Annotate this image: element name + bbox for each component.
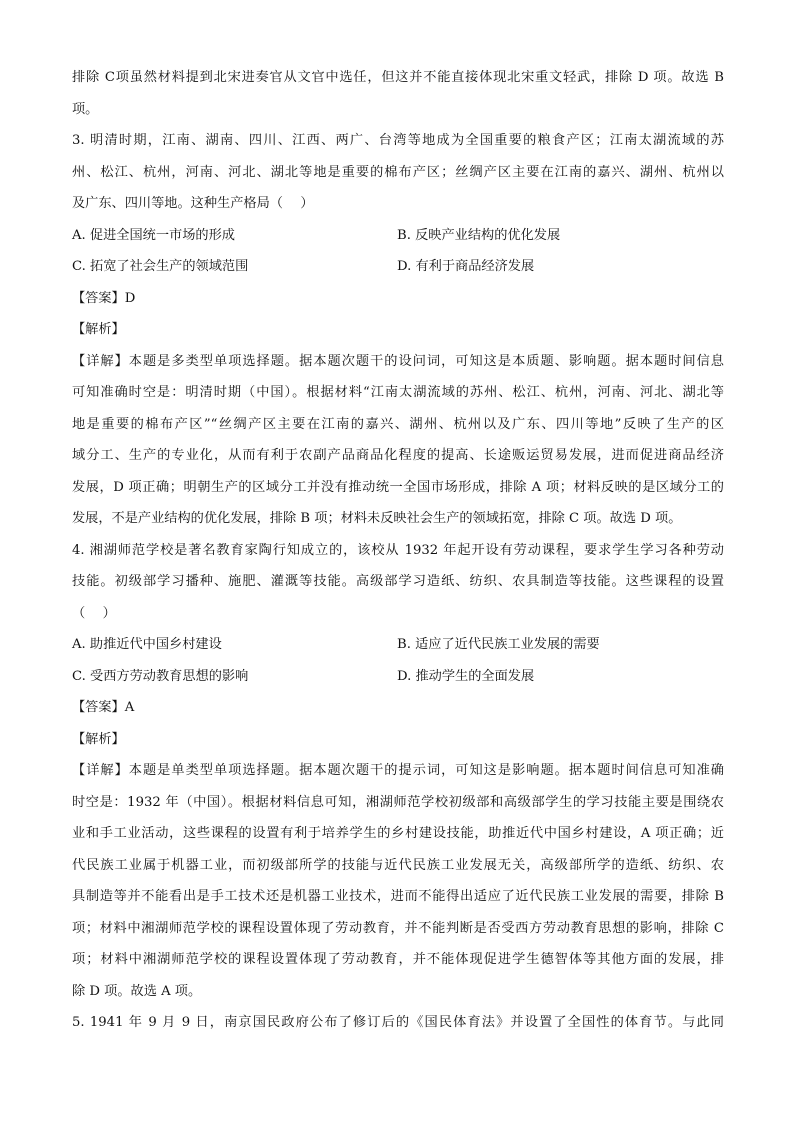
answer-line — [72, 283, 724, 315]
answer-label: 【答案】 — [72, 290, 125, 306]
options-row — [72, 220, 724, 252]
option-d: D. 推动学生的全面发展 — [397, 668, 535, 684]
detail-line: 地是重要的棉布产区”“丝绸产区主要在江南的嘉兴、湖州、杭州以及广东、四川等地”反映了生产的区 — [72, 416, 724, 432]
detail-line: 【详解】本题是多类型单项选择题。据本题次题干的设问词，可知这是本质题、影响题。据本题时间信息 — [72, 353, 724, 369]
detail-line: 时空是：1932 年（中国）。根据材料信息可知，湘湖师范学校初级部和高级部学生的学习技能主要是围绕农 — [72, 794, 724, 810]
question-stem-line: 4. 湘湖师范学校是著名教育家陶行知成立的，该校从 1932 年起开设有劳动课程，要求学生学习各种劳动 — [72, 542, 724, 558]
option-a: A. 助推近代中国乡村建设 — [72, 637, 222, 652]
detail-line: 可知准确时空是：明清时期（中国）。根据材料“江南太湖流域的苏州、松江、杭州，河南、河北、湖北等 — [72, 385, 724, 400]
intro-line: 项。 — [72, 101, 99, 117]
question-stem-line: 3. 明清时期，江南、湖南、四川、江西、两广、台湾等地成为全国重要的粮食产区；江南太湖流域的苏 — [72, 133, 724, 148]
question-stem-line: 技能。初级部学习播种、施肥、灌溉等技能。高级部学习造纸、纺织、农具制造等技能。这些课程的设置 — [72, 574, 724, 589]
option-a: A. 促进全国统一市场的形成 — [72, 227, 235, 243]
detail-line: 代民族工业属于机器工业，而初级部所学的技能与近代民族工业发展无关，高级部所学的造纸、纺织、农 — [72, 857, 724, 873]
options-row — [72, 251, 724, 283]
question-3 — [72, 125, 724, 535]
question-stem-line: 及广东、四川等地。这种生产格局（ ） — [72, 196, 314, 211]
analysis-label: 【解析】 — [72, 322, 125, 337]
detail-line: 具制造等并不能看出是手工技术还是机器工业技术，进而不能得出适应了近代民族工业发展的需要，排除 B — [72, 889, 724, 904]
answer-line — [72, 692, 724, 724]
document-page — [72, 62, 724, 1039]
question-4 — [72, 535, 724, 1008]
options-row — [72, 661, 724, 693]
answer-value: D — [124, 290, 136, 306]
detail-line: 【详解】本题是单类型单项选择题。据本题次题干的提示词，可知这是影响题。据本题时间信息可知准确 — [72, 763, 724, 778]
question-stem-line: 5. 1941 年 9 月 9 日，南京国民政府公布了修订后的《国民体育法》并设置了全国性的体育节。与此同 — [72, 1015, 724, 1030]
option-c: C. 受西方劳动教育思想的影响 — [72, 668, 249, 684]
option-b: B. 反映产业结构的优化发展 — [397, 227, 561, 243]
question-stem-line: 州、松江、杭州，河南、河北、湖北等地是重要的棉布产区；丝绸产区主要在江南的嘉兴、湖州、杭州以 — [72, 164, 724, 180]
question-stem-line: （ ） — [72, 605, 116, 621]
options-row — [72, 629, 724, 661]
option-b: B. 适应了近代民族工业发展的需要 — [397, 637, 600, 652]
answer-label: 【答案】 — [72, 700, 125, 715]
option-d: D. 有利于商品经济发展 — [397, 259, 535, 274]
intro-line: 排除 C项虽然材料提到北宋进奏官从文官中选任，但这并不能直接体现北宋重文轻武，排除 D 项。故选 B — [72, 70, 724, 85]
detail-line: 业和手工业活动，这些课程的设置有利于培养学生的乡村建设技能，助推近代中国乡村建设，A 项正确；近 — [72, 826, 724, 841]
question-5 — [72, 1007, 724, 1039]
detail-line: 项；材料中湘湖师范学校的课程设置体现了劳动教育，并不能体现促进学生德智体等其他方面的发展，排 — [72, 952, 724, 967]
detail-line: 发展，不是产业结构的优化发展，排除 B 项；材料未反映社会生产的领域拓宽，排除 C 项。故选 D 项。 — [72, 511, 682, 526]
detail-line: 域分工、生产的专业化，从而有利于农副产品商品化程度的提高、长途贩运贸易发展，进而促进商品经济 — [72, 448, 724, 463]
detail-line: 发展，D 项正确；明朝生产的区域分工并没有推动统一全国市场形成，排除 A 项；材料反映的是区域分工的 — [72, 479, 724, 495]
analysis-label: 【解析】 — [72, 731, 125, 747]
answer-value: A — [124, 700, 135, 715]
option-c: C. 拓宽了社会生产的领域范围 — [72, 259, 249, 274]
detail-line: 项；材料中湘湖师范学校的课程设置体现了劳动教育，并不能判断是否受西方劳动教育思想的影响，排除 C — [72, 920, 724, 936]
detail-line: 除 D 项。故选 A 项。 — [72, 983, 202, 999]
